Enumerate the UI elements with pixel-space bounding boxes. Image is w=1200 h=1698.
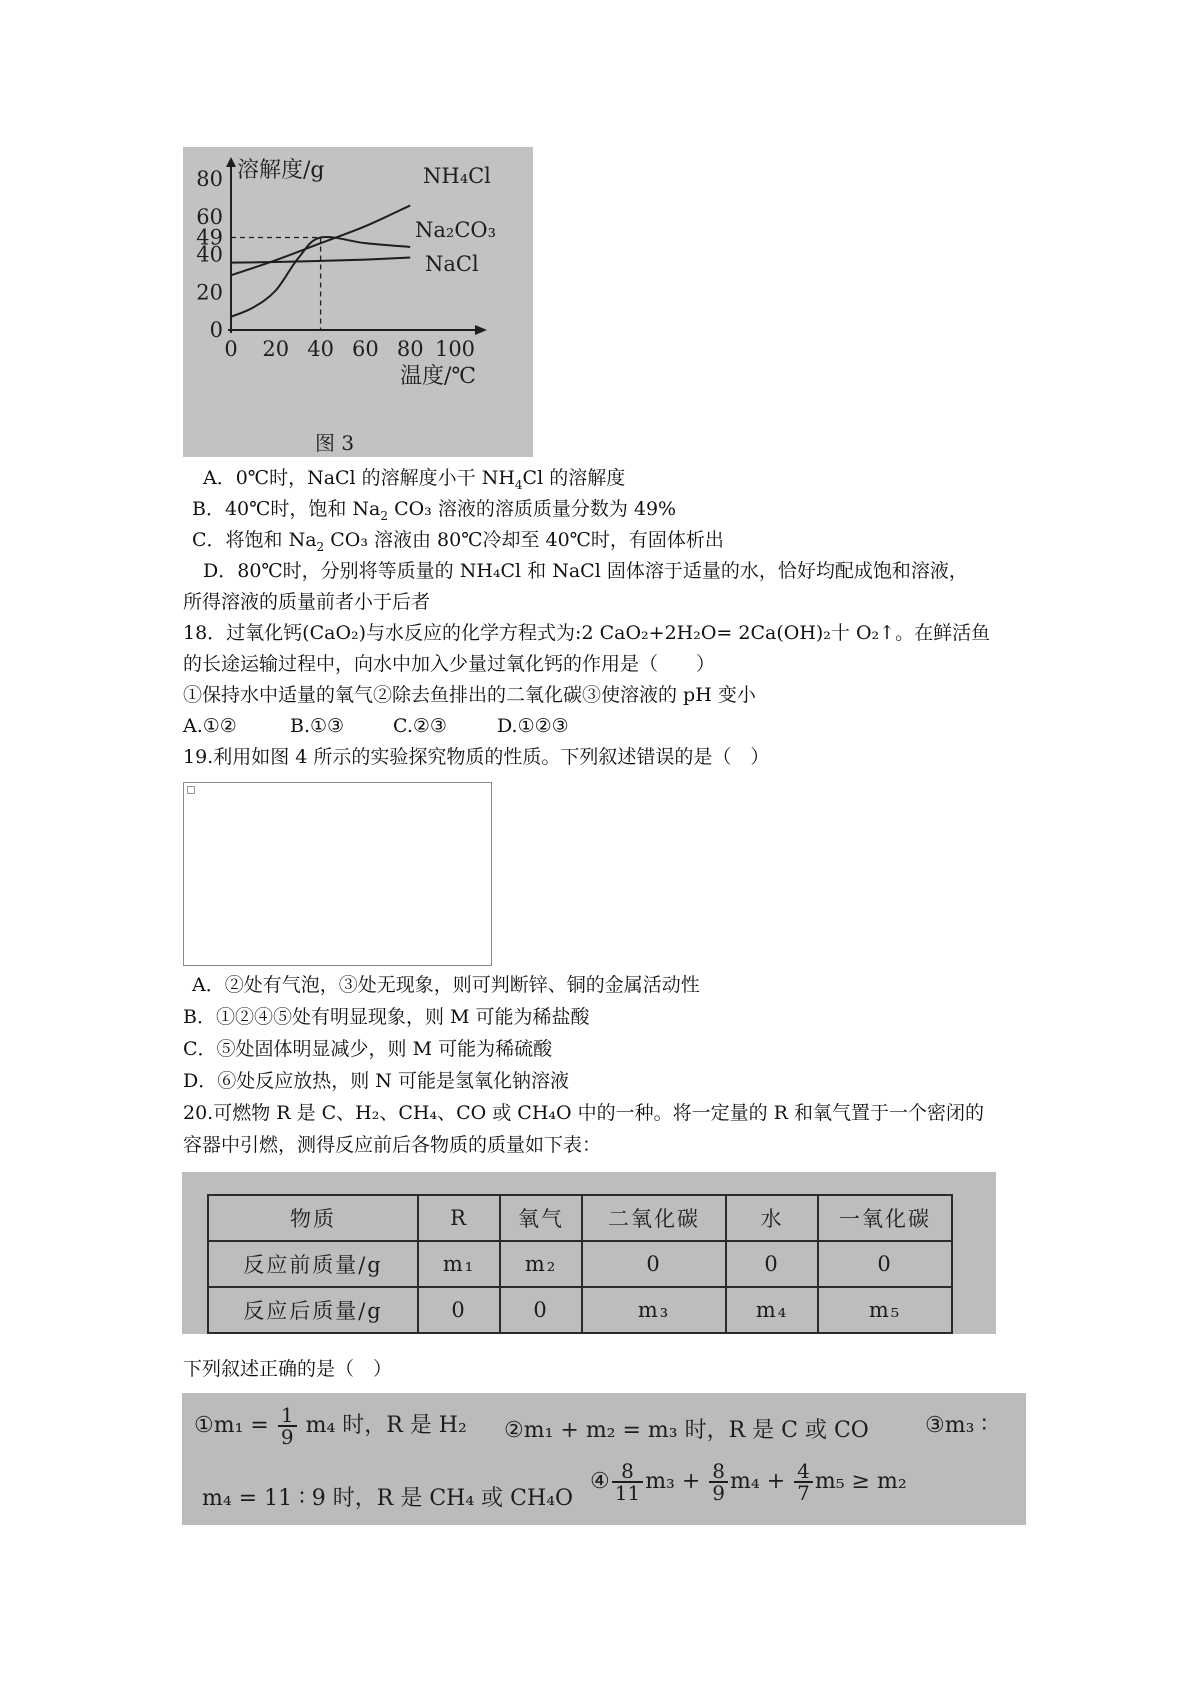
fraction: $\frac{4}{7}$ — [794, 1461, 813, 1503]
table-cell: 氧气 — [500, 1195, 582, 1241]
y-tick-label: 40 — [196, 242, 223, 267]
table-row — [208, 1241, 952, 1287]
table-cell: 0 — [818, 1241, 952, 1287]
q20-stem-line2: 容器中引燃，测得反应前后各物质的质量如下表： — [183, 1134, 602, 1156]
q19-option-c: C．⑤处固体明显减少，则 M 可能为稀硫酸 — [183, 1038, 553, 1060]
y-axis-label: 溶解度/g — [237, 158, 325, 183]
x-axis-label: 温度/℃ — [399, 364, 477, 389]
y-tick-label: 60 — [196, 204, 223, 229]
figure-4-placeholder — [183, 782, 492, 966]
table-cell: 0 — [726, 1241, 818, 1287]
series-label: NaCl — [425, 252, 479, 276]
q17-option-d-line2: 所得溶液的质量前者小于后者 — [183, 591, 431, 613]
table-cell: 反应后质量/g — [208, 1287, 418, 1333]
q17-option-a: A．0℃时，NaCl 的溶解度小干 $NH_4Cl$ 的溶解度 — [203, 467, 626, 492]
table-cell: 0 — [500, 1287, 582, 1333]
table-row — [208, 1287, 952, 1333]
x-tick-label: 40 — [307, 337, 334, 361]
q18-option-b: B.①③ — [290, 715, 345, 737]
series-label: NH₄Cl — [423, 164, 491, 188]
q19-option-d: D．⑥处反应放热，则 N 可能是氢氧化钠溶液 — [183, 1070, 569, 1092]
q18-statements: ①保持水中适量的氧气②除去鱼排出的二氧化碳③使溶液的 pH 变小 — [183, 684, 756, 706]
q17-option-b: B．40℃时，饱和 $Na_2$ CO₃ 溶液的溶质质量分数为 49% — [192, 498, 677, 523]
table-cell: 物质 — [208, 1195, 418, 1241]
q19-stem: 19.利用如图 4 所示的实验探究物质的性质。下列叙述错误的是（ ） — [183, 746, 770, 768]
solubility-chart-photo — [183, 147, 533, 457]
q20-statement-4: ④ $\frac{8}{11}$ m₃ + $\frac{8}{9}$ m₄ + $\frac{4}{7}$ m₅ ≥ m₂ — [590, 1459, 907, 1505]
q18-stem-line1: 18．过氧化钙(CaO₂)与水反应的化学方程式为:2 CaO₂+2H₂O= 2Ca(OH)₂十 O₂↑。在鲜活鱼 — [183, 622, 991, 644]
q20-statement-1: ①m₁ = $\frac{1}{9}$ m₄ 时，R 是 H₂ — [194, 1403, 467, 1449]
q20-table-photo — [182, 1172, 996, 1334]
chart-caption: 图 3 — [315, 431, 355, 455]
table-cell: m₂ — [500, 1241, 582, 1287]
q20-mass-table — [207, 1194, 953, 1334]
q20-statement-3-start: ③m₃ ∶ — [925, 1413, 988, 1438]
x-axis-arrow-icon — [475, 325, 487, 335]
table-cell: m₄ — [726, 1287, 818, 1333]
y-tick-label: 80 — [196, 167, 223, 191]
x-tick-label: 0 — [224, 337, 238, 361]
y-axis-arrow-icon — [226, 157, 236, 167]
table-cell: m₅ — [818, 1287, 952, 1333]
q18-stem-line2: 的长途运输过程中，向水中加入少量过氧化钙的作用是（ ） — [183, 653, 716, 675]
fraction: $\frac{1}{9}$ — [278, 1405, 297, 1447]
table-cell: m₁ — [418, 1241, 500, 1287]
q19-option-a: A．②处有气泡，③处无现象，则可判断锌、铜的金属活动性 — [192, 974, 700, 996]
x-tick-label: 20 — [262, 337, 290, 361]
q19-option-b: B．①②④⑤处有明显现象，则 M 可能为稀盐酸 — [183, 1006, 590, 1028]
y-tick-label: 20 — [196, 280, 223, 305]
table-cell: 0 — [582, 1241, 726, 1287]
solubility-chart — [183, 147, 533, 457]
table-cell: 一氧化碳 — [818, 1195, 952, 1241]
table-cell: 水 — [726, 1195, 818, 1241]
table-cell: 反应前质量/g — [208, 1241, 418, 1287]
q20-statement-2: ②m₁ + m₂ = m₃ 时，R 是 C 或 CO — [504, 1418, 869, 1443]
fraction: $\frac{8}{9}$ — [709, 1461, 728, 1503]
broken-image-icon — [187, 786, 195, 794]
table-cell: R — [418, 1195, 500, 1241]
q18-option-c: C.②③ — [393, 715, 447, 737]
q20-statements-photo — [182, 1393, 1026, 1525]
x-tick-label: 60 — [352, 337, 379, 361]
x-tick-label: 80 — [396, 337, 424, 361]
table-cell: m₃ — [582, 1287, 726, 1333]
y-tick-label: 49 — [196, 225, 223, 250]
x-tick-label: 100 — [434, 337, 476, 361]
y-tick-label: 0 — [209, 318, 223, 342]
fraction: $\frac{8}{11}$ — [612, 1461, 643, 1503]
table-header-row — [208, 1195, 952, 1241]
q20-stem-line1: 20.可燃物 R 是 C、H₂、CH₄、CO 或 CH₄O 中的一种。将一定量的 R 和氧气置于一个密闭的 — [183, 1102, 985, 1124]
q17-option-c: C．将饱和 $Na_2$ CO₃ 溶液由 80℃冷却至 40℃时，有固体析出 — [192, 529, 724, 554]
q18-option-a: A.①② — [183, 715, 237, 737]
q18-option-d: D.①②③ — [497, 715, 569, 737]
table-cell: 二氧化碳 — [582, 1195, 726, 1241]
series-label: Na₂CO₃ — [415, 218, 497, 242]
q17-option-d-line1: D．80℃时，分别将等质量的 NH₄Cl 和 NaCl 固体溶于适量的水，恰好均配成饱和溶液， — [203, 560, 968, 582]
table-cell: 0 — [418, 1287, 500, 1333]
q20-statement-3-end: m₄ = 11 ∶ 9 时，R 是 CH₄ 或 CH₄O — [202, 1486, 574, 1511]
q20-prompt: 下列叙述正确的是（ ） — [183, 1358, 393, 1380]
